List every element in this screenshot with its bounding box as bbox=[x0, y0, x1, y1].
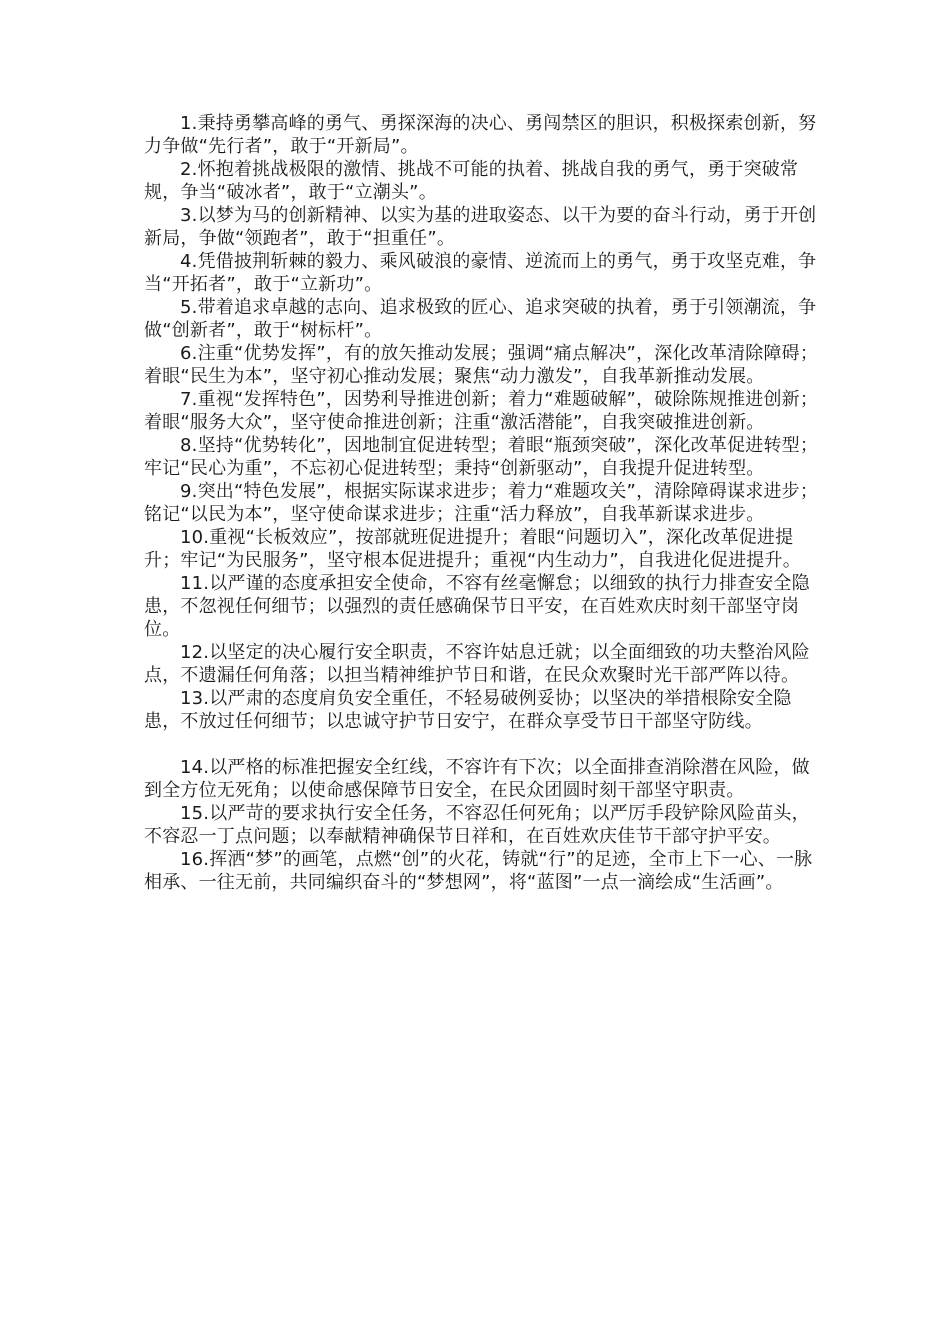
paragraph-10: 10.重视“长板效应”，按部就班促进提升；着眼“问题切入”，深化改革促进提升；牢记“为民服务”，坚守根本促进提升；重视“内生动力”，自我进化促进提升。 bbox=[144, 527, 801, 571]
paragraph-1: 1.秉持勇攀高峰的勇气、勇探深海的决心、勇闯禁区的胆识，积极探索创新，努力争做“先行者”，敢于“开新局”。 bbox=[144, 113, 817, 157]
paragraph-14: 14.以严格的标准把握安全红线，不容许有下次；以全面排查消除潜在风险，做到全方位无死角；以使命感保障节日安全，在民众团圆时刻干部坚守职责。 bbox=[144, 757, 810, 801]
paragraph-3: 3.以梦为马的创新精神、以实为基的进取姿态、以干为要的奋斗行动，勇于开创新局，争做“领跑者”，敢于“担重任”。 bbox=[144, 205, 817, 249]
document-body bbox=[144, 112, 828, 894]
paragraph-2: 2.怀抱着挑战极限的激情、挑战不可能的执着、挑战自我的勇气，勇于突破常规，争当“破冰者”，敢于“立潮头”。 bbox=[144, 159, 799, 203]
paragraph-5: 5.带着追求卓越的志向、追求极致的匠心、追求突破的执着，勇于引领潮流，争做“创新者”，敢于“树标杆”。 bbox=[144, 297, 817, 341]
paragraph-13: 13.以严肃的态度肩负安全重任，不轻易破例妥协；以坚决的举措根除安全隐患，不放过任何细节；以忠诚守护节日安宁，在群众享受节日干部坚守防线。 bbox=[144, 688, 792, 732]
paragraph-6: 6.注重“优势发挥”，有的放矢推动发展；强调“痛点解决”，深化改革清除障碍；着眼“民生为本”，坚守初心推动发展；聚焦“动力激发”，自我革新推动发展。 bbox=[144, 343, 819, 387]
paragraph-15: 15.以严苛的要求执行安全任务，不容忍任何死角；以严厉手段铲除风险苗头，不容忍一丁点问题；以奉献精神确保节日祥和，在百姓欢庆佳节干部守护平安。 bbox=[144, 803, 810, 847]
paragraph-7: 7.重视“发挥特色”，因势利导推进创新；着力“难题破解”，破除陈规推进创新；着眼“服务大众”，坚守使命推进创新；注重“激活潜能”，自我突破推进创新。 bbox=[144, 389, 819, 433]
paragraph-8: 8.坚持“优势转化”，因地制宜促进转型；着眼“瓶颈突破”，深化改革促进转型；牢记“民心为重”，不忘初心促进转型；秉持“创新驱动”，自我提升促进转型。 bbox=[144, 435, 819, 479]
paragraph-4: 4.凭借披荆斩棘的毅力、乘风破浪的豪情、逆流而上的勇气，勇于攻坚克难，争当“开拓者”，敢于“立新功”。 bbox=[144, 251, 817, 295]
paragraph-11: 11.以严谨的态度承担安全使命，不容有丝毫懈怠；以细致的执行力排查安全隐患，不忽视任何细节；以强烈的责任感确保节日平安，在百姓欢庆时刻干部坚守岗位。 bbox=[144, 573, 810, 640]
paragraph-9: 9.突出“特色发展”，根据实际谋求进步；着力“难题攻关”，清除障碍谋求进步；铭记“以民为本”，坚守使命谋求进步；注重“活力释放”，自我革新谋求进步。 bbox=[144, 481, 819, 525]
paragraph-12: 12.以坚定的决心履行安全职责，不容许姑息迁就；以全面细致的功夫整治风险点，不遗漏任何角落；以担当精神维护节日和谐，在民众欢聚时光干部严阵以待。 bbox=[144, 642, 810, 686]
paragraph-16: 16.挥洒“梦”的画笔，点燃“创”的火花，铸就“行”的足迹，全市上下一心、一脉相承、一往无前，共同编织奋斗的“梦想网”，将“蓝图”一点一滴绘成“生活画”。 bbox=[144, 849, 813, 893]
